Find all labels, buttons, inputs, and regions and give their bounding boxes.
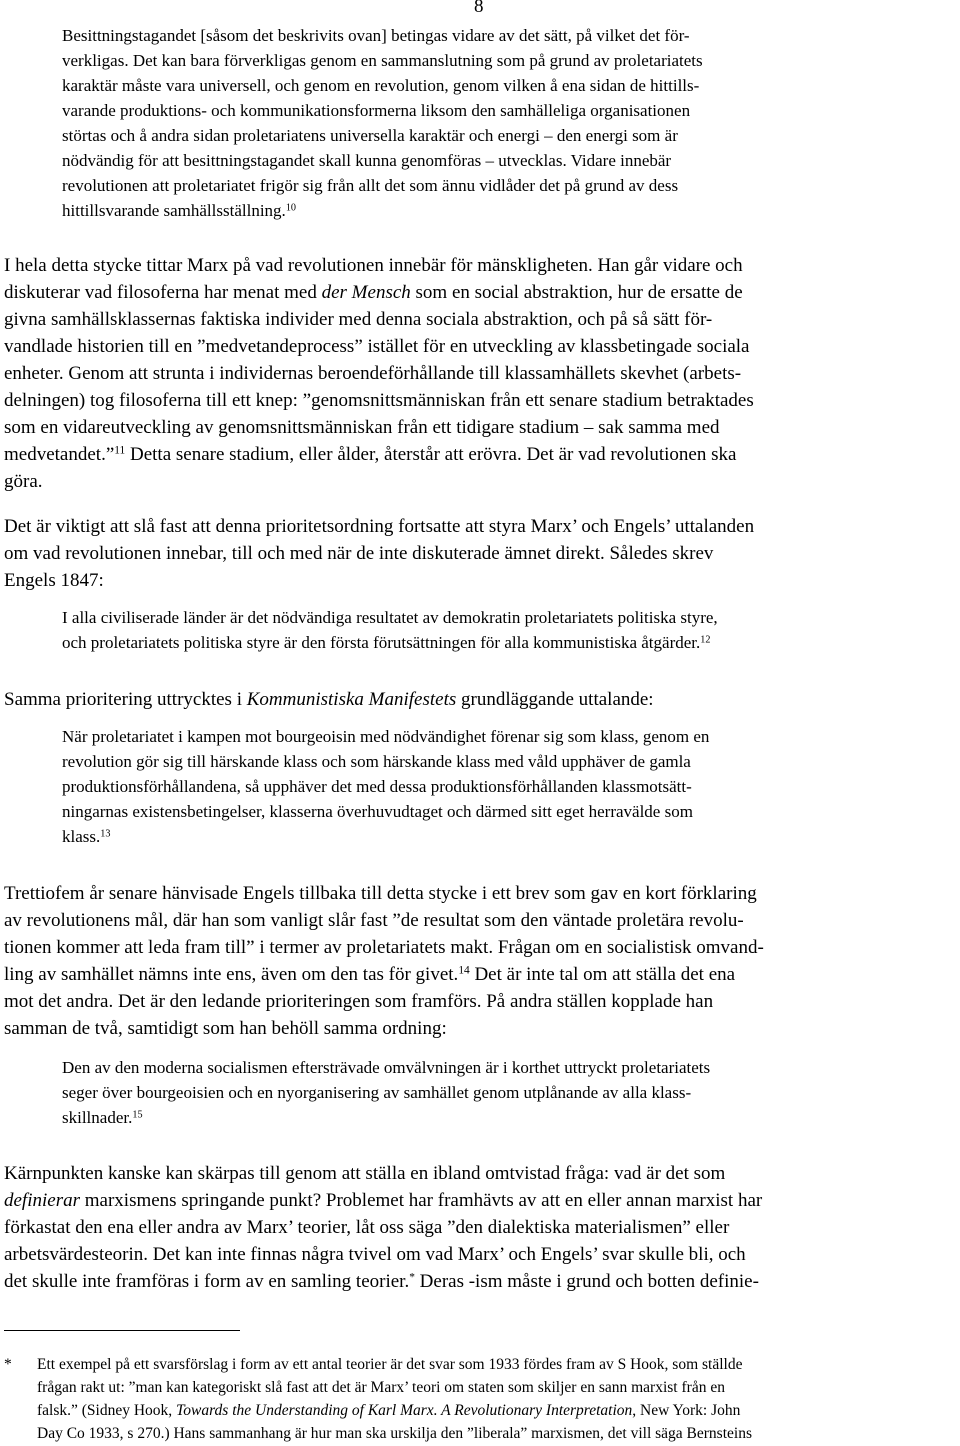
footnote-ref-12[interactable]: 12 xyxy=(700,634,711,646)
footnote-ref-star[interactable]: * xyxy=(409,1271,415,1284)
emphasis-der-mensch: der Mensch xyxy=(321,282,411,303)
text-line: ningarnas existensbetingelser, klasserna överhuvudtaget och därmed sitt eget herravälde som xyxy=(62,802,693,821)
text-line: givna samhällsklassernas faktiska individer med denna sociala abstraktion, och på så sätt för- xyxy=(4,309,713,330)
text-line: Samma prioritering uttrycktes i Kommunistiska Manifestets grundläggande uttalande: xyxy=(4,689,654,710)
text-line: Besittningstagandet [såsom det beskrivits ovan] betingas vidare av det sätt, på vilket det för- xyxy=(62,26,690,45)
text-line: medvetandet.”$^{11}$ Detta senare stadium, eller ålder, återstår att erövra. Det är vad revolutionen ska xyxy=(4,444,737,465)
text-line: ling av samhället nämns inte ens, även om den tas för givet.$^{14}$ Det är inte tal om att ställa det ena xyxy=(4,964,736,985)
footnote-separator xyxy=(4,1330,240,1331)
emphasis-definierar: definierar xyxy=(4,1190,80,1211)
text-line: frågan rakt ut: ”man kan kategoriskt slå fast att det är Marx’ teori om staten som skiljer en sann marxist från en xyxy=(37,1379,725,1396)
text-line: som en vidareutveckling av genomsnittsmänniskan från ett tidigare stadium – sak samma med xyxy=(4,417,720,438)
text-line: Det är viktigt att slå fast att denna prioritetsordning fortsatte att styra Marx’ och Engels’ uttalanden xyxy=(4,516,755,537)
emphasis-manifest-title: Kommunistiska Manifestets xyxy=(246,689,457,710)
text-line: verkligas. Det kan bara förverkligas genom en sammanslutning som på grund av proletariatets xyxy=(62,51,703,70)
text-line: revolution gör sig till härskande klass och som härskande klass med våld upphäver de gamla xyxy=(62,752,691,771)
footnote-ref-14[interactable]: 14 xyxy=(458,964,470,977)
text-line: När proletariatet i kampen mot bourgeoisin med nödvändighet förenar sig som klass, genom en xyxy=(62,727,710,746)
text-line: störtas och å andra sidan proletariatens universella karaktär och energi – den energi som är xyxy=(62,126,678,145)
text-line: definierar marxismens springande punkt? Problemet har framhävts av att en eller annan marxist har xyxy=(4,1190,763,1211)
text-line: diskuterar vad filosoferna har menat med der Mensch som en social abstraktion, hur de ersatte de xyxy=(4,282,743,303)
footnote-marker: * xyxy=(4,1356,12,1373)
text-line: karaktär måste vara universell, och genom en revolution, genom vilken å ena sidan de hittills- xyxy=(62,76,700,95)
text-line: tionen kommer att leda fram till” i termer av proletariatets makt. Frågan om en socialistisk omvand- xyxy=(4,937,764,958)
footnote-ref-13[interactable]: 13 xyxy=(100,828,111,840)
text-line: varande produktions- och kommunikationsformerna liksom den samhälleliga organisationen xyxy=(62,101,691,120)
text-line: revolutionen att proletariatet frigör sig från allt det som ännu vidlåder det på grund av dess xyxy=(62,176,679,195)
text-line: Trettiofem år senare hänvisade Engels tillbaka till detta stycke i ett brev som gav en kort förklaring xyxy=(4,883,757,904)
text-line: och proletariatets politiska styre är den första förutsättningen för alla kommunistiska åtgärder.$^{12}$ xyxy=(62,633,711,652)
text-line: I alla civiliserade länder är det nödvändiga resultatet av demokratin proletariatets politiska styre, xyxy=(62,608,718,627)
footnote-ref-15[interactable]: 15 xyxy=(132,1109,143,1121)
text-line: Engels 1847: xyxy=(4,570,104,591)
text-line: enheter. Genom att strunta i individernas beroendeförhållande till klassamhällets skevhet (arbets- xyxy=(4,363,742,384)
footnote-ref-10[interactable]: 10 xyxy=(285,202,296,214)
text-line: om vad revolutionen innebar, till och med när de inte diskuterade ämnet direkt. Således skrev xyxy=(4,543,714,564)
text-line: klass.$^{13}$ xyxy=(62,827,111,846)
text-line: Den av den moderna socialismen eftersträvade omvälvningen är i korthet uttryckt proletariatets xyxy=(62,1058,711,1077)
text-line: samman de två, samtidigt som han behöll samma ordning: xyxy=(4,1018,447,1039)
text-line: nödvändig för att besittningstagandet skall kunna genomföras – utvecklas. Vidare innebär xyxy=(62,151,672,170)
text-line: förkastat den ena eller andra av Marx’ teorier, låt oss säga ”den dialektiska materialismen” eller xyxy=(4,1217,730,1238)
text-line: hittillsvarande samhällsställning.$^{10}$ xyxy=(62,201,296,220)
text-line: det skulle inte framföras i form av en samling teorier.* Deras -ism måste i grund och botten definie- xyxy=(4,1271,759,1292)
text-line: arbetsvärdesteorin. Det kan inte finnas några tvivel om vad Marx’ och Engels’ svar skulle bli, och xyxy=(4,1244,746,1265)
text-line: falsk.” (Sidney Hook, Towards the Understanding of Karl Marx. A Revolutionary Interpretation, New York: John xyxy=(37,1402,741,1419)
text-line: skillnader.$^{15}$ xyxy=(62,1108,143,1127)
text-line: av revolutionens mål, där han som vanligt slår fast ”de resultat som den väntade proletära revolu- xyxy=(4,910,744,931)
page-number: 8 xyxy=(474,0,484,17)
footnote-ref-11[interactable]: 11 xyxy=(114,444,126,457)
text-line: Ett exempel på ett svarsförslag i form av ett antal teorier är det svar som 1933 fördes fram av S Hook, som ställde xyxy=(37,1356,743,1373)
text-line: produktionsförhållandena, så upphäver det med dessa produktionsförhållanden klassmotsätt- xyxy=(62,777,692,796)
text-line: mot det andra. Det är den ledande prioriteringen som framförs. På andra ställen kopplade han xyxy=(4,991,714,1012)
text-line: delningen) tog filosoferna till ett knep: ”genomsnittsmänniskan från ett senare stadium betraktades xyxy=(4,390,754,411)
text-line: Kärnpunkten kanske kan skärpas till genom att ställa en ibland omtvistad fråga: vad är det som xyxy=(4,1163,726,1184)
text-line: seger över bourgeoisien och en nyorganisering av samhället genom utplånande av alla klass- xyxy=(62,1083,692,1102)
emphasis-book-title: Towards the Understanding of Karl Marx. A Revolutionary Interpretation xyxy=(176,1402,633,1419)
text-line: göra. xyxy=(4,471,43,492)
text-line: I hela detta stycke tittar Marx på vad revolutionen innebär för mänskligheten. Han går vidare och xyxy=(4,255,743,276)
text-line: vandlade historien till en ”medvetandeprocess” istället för en utveckling av klassbetingade sociala xyxy=(4,336,750,357)
text-line: Day Co 1933, s 270.) Hans sammanhang är hur man ska urskilja den ”liberala” marxismen, det vill säga Bernsteins xyxy=(37,1425,752,1442)
